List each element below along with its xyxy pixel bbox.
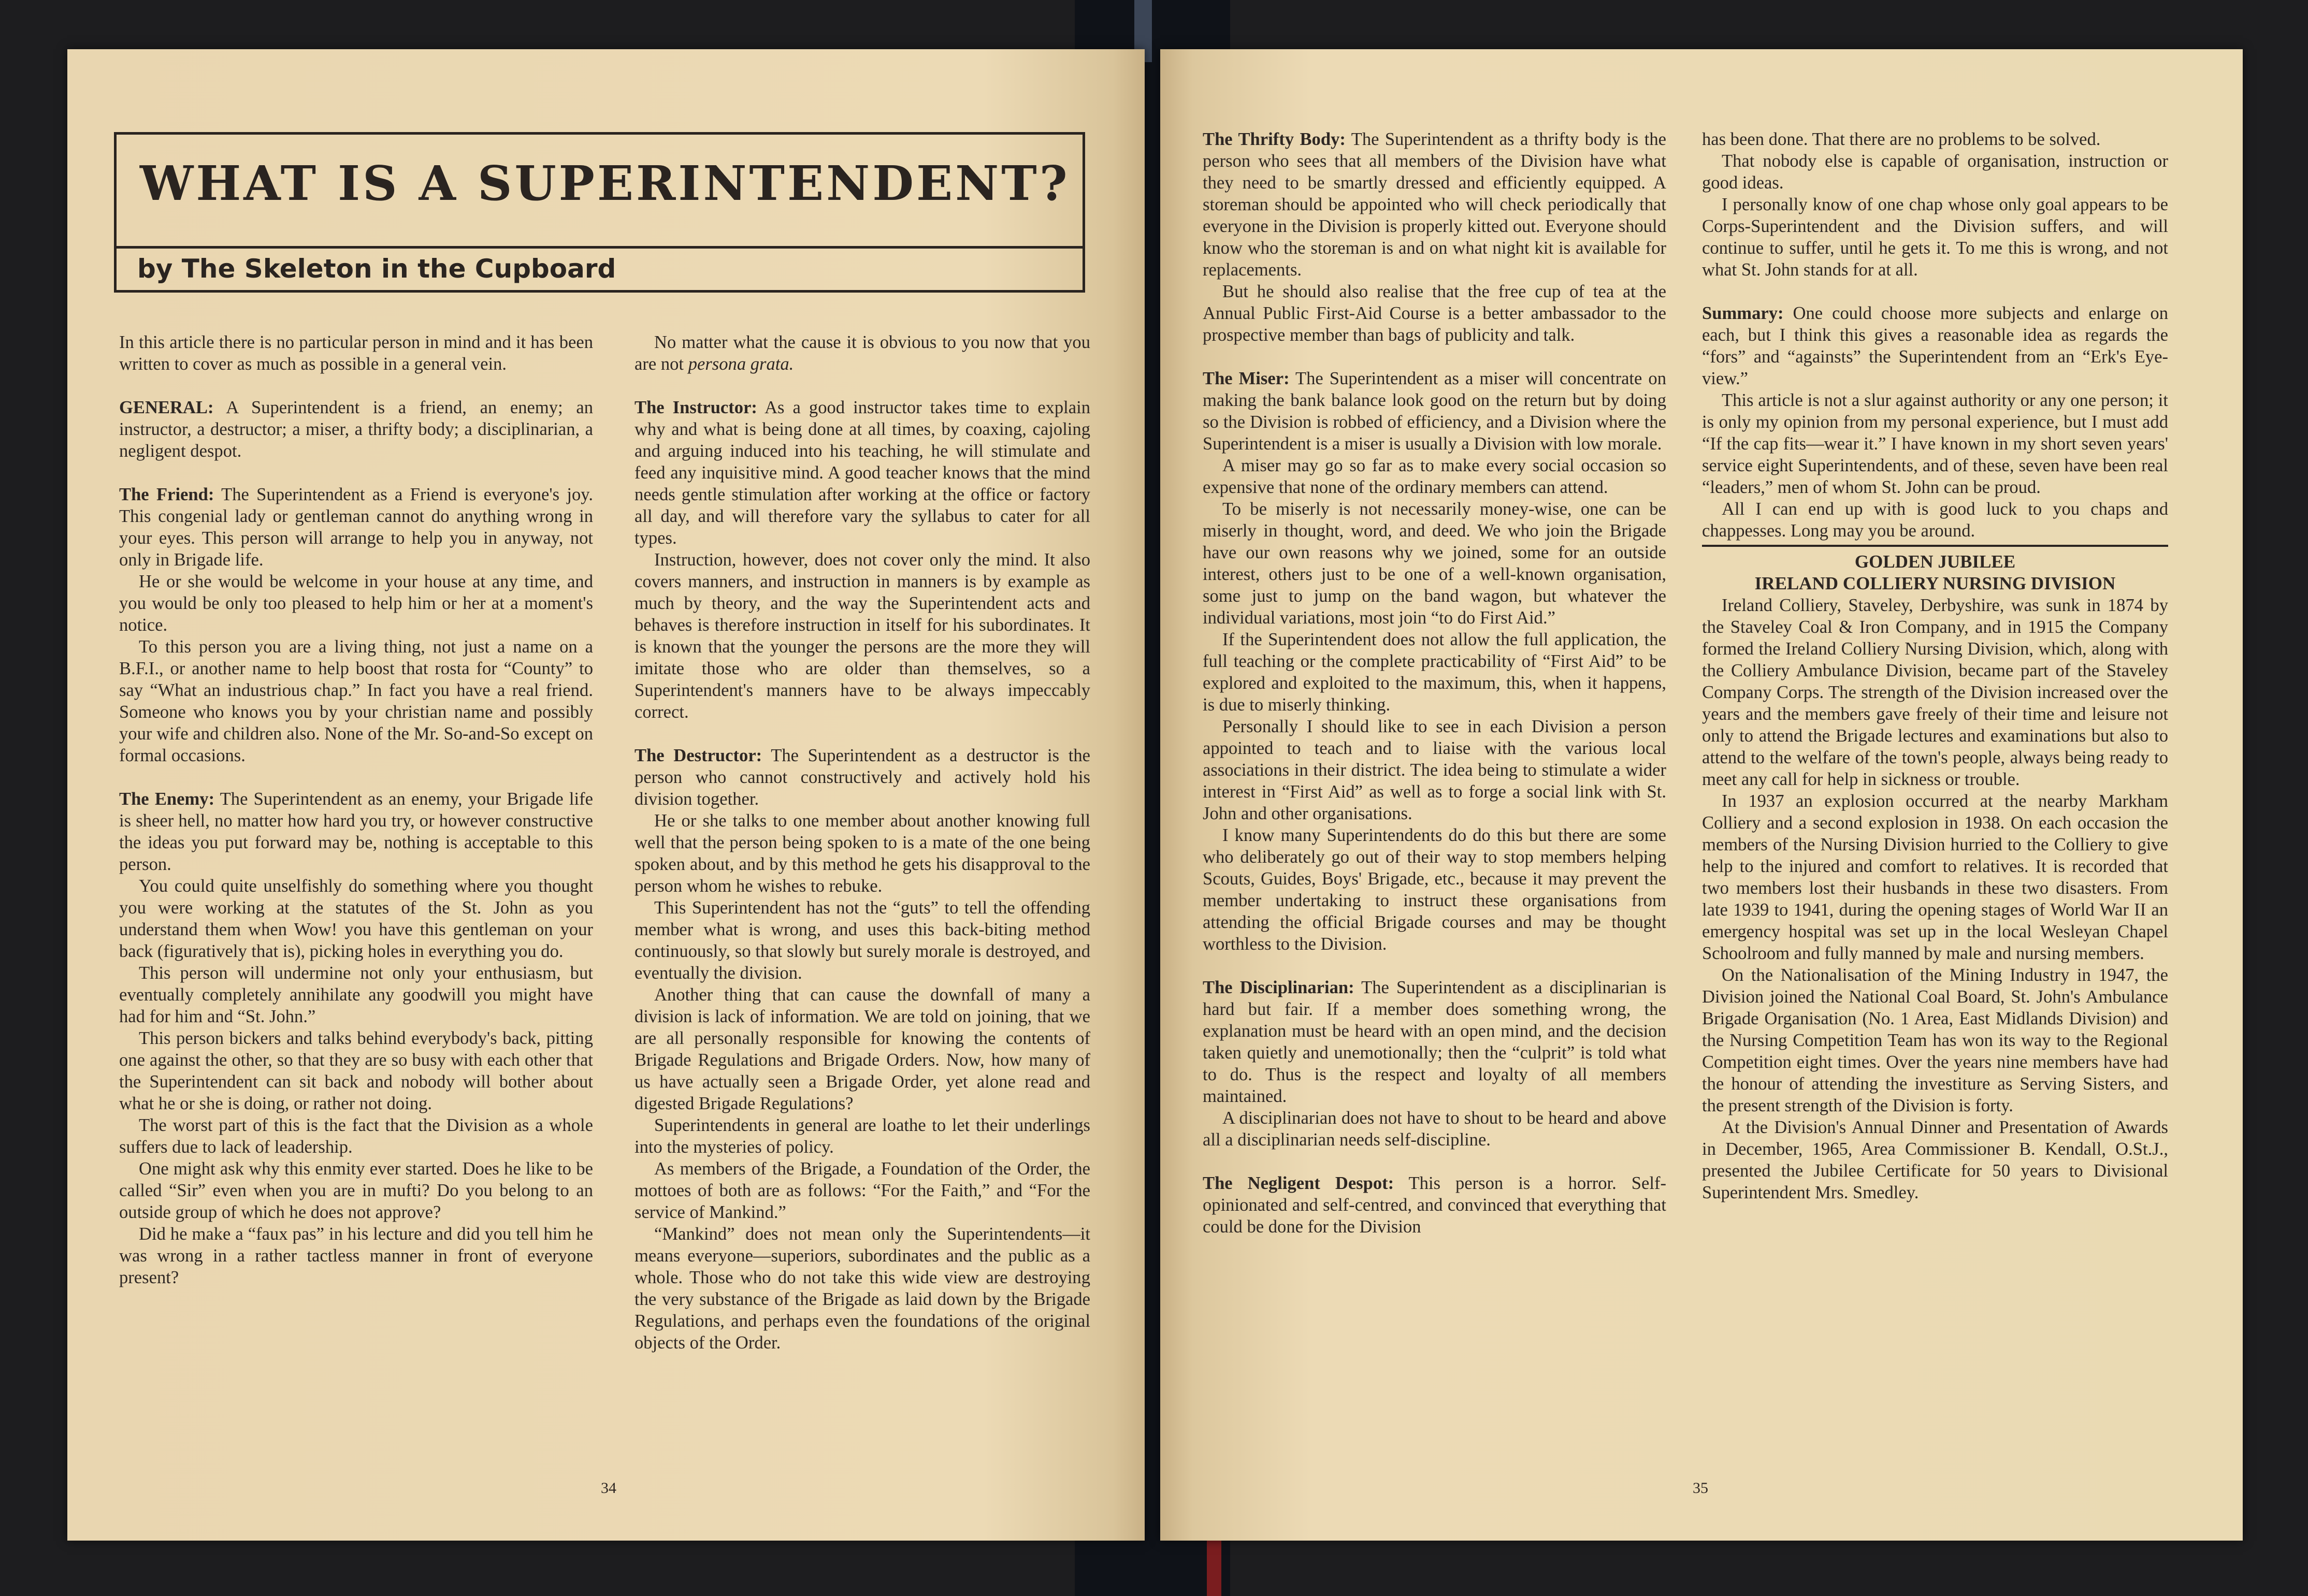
section-heading: GENERAL: [119,398,214,417]
paragraph [634,1158,1090,1223]
paragraph-gap [119,375,593,397]
paragraph [119,397,593,462]
paragraph-text: This article is not a slur against authority or any one person; it is only my opinion from my personal experience, but I must add “If the cap fits—wear it.” I have known in my short seven years' service eight Superintendents, and of these, seven have been real “leaders,” men of whom St. John can be proud. [1702,390,2168,497]
paragraph-text: This person is a horror. Self-opinionated and self-centred, and convinced that everything that could be done for the Division [1203,1173,1666,1237]
jubilee-paragraph: At the Division's Annual Dinner and Presentation of Awards in December, 1965, Area Commissioner B. Kendall, O.St.J., presented the Jubilee Certificate for 50 years to Divisional Superintendent Mrs. Smedley. [1702,1118,2168,1202]
paragraph-text: To be miserly is not necessarily money-wise, one can be miserly in thought, word, and deed. We who join the Brigade have our own reasons why we joined, some for an outside interest, others just to be one of a well-known organisation, some just to jump on the band wagon, but whatever the individual variations, most join “to do First Aid.” [1203,499,1666,628]
jubilee-paragraph: In 1937 an explosion occurred at the nearby Markham Colliery and a second explosion in 1938. On each occasion the members of the Nursing Division hurried to the Colliery to give help to the injured and comfort to relatives. It is recorded that two members lost their husbands in these two disasters. From late 1939 to 1941, during the opening stages of World War II an emergency hospital was set up in the local Wesleyan Chapel Schoolroom and fully manned by male and nursing members. [1702,791,2168,963]
section-heading: The Disciplinarian: [1203,978,1354,997]
paragraph-text: This person bickers and talks behind everybody's back, pitting one against the other, so that they are so busy with each other that the Superintendent can sit back and nobody will bother about what he or she is doing, or rather not doing. [119,1028,593,1113]
paragraph-text: The Superintendent as a Friend is everyone's joy. This congenial lady or gentleman cannot do anything wrong in your eyes. This person will arrange to help you in anyway, not only in Brigade life. [119,485,593,570]
paragraph-text: One might ask why this enmity ever started. Does he like to be called “Sir” even when you are in mufti? Do you belong to an outside group of which he does not approve? [119,1159,593,1222]
section-divider [1702,545,2168,547]
paragraph [634,331,1090,375]
paragraph-gap [119,462,593,484]
paragraph [1702,194,2168,281]
paragraph-text: A disciplinarian does not have to shout to be heard and above all a disciplinarian needs self-discipline. [1203,1108,1666,1150]
paragraph [634,397,1090,549]
paragraph-text: He or she talks to one member about another knowing full well that the person being spoken to is a mate of the one being spoken about, and by this method he gets his disapproval to the person whom he wishes to rebuke. [634,811,1090,896]
paragraph-text: As members of the Brigade, a Foundation of the Order, the mottoes of both are as follows: “For the Faith,” and “For the service of Mankind.” [634,1159,1090,1222]
paragraph-text: That nobody else is capable of organisation, instruction or good ideas. [1702,151,2168,193]
paragraph [634,549,1090,723]
article-title: WHAT IS A SUPERINTENDENT? [140,155,1070,211]
paragraph-text: As a good instructor takes time to explain why and what is being done at all times, by coaxing, cajoling and arguing induced into his teaching, he will stimulate and feed any inquisitive mind. A good teacher knows that the mind needs gentle stimulation after working at the office or factory all day, and will therefore vary the syllabus to cater for all types. [634,398,1090,548]
paragraph-text: All I can end up with is good luck to you chaps and chappesses. Long may you be around. [1702,499,2168,541]
jubilee-heading: GOLDEN JUBILEE [1854,552,2016,572]
paragraph-text: Another thing that can cause the downfall of many a division is lack of information. We are told on joining, that we are all personally responsible for knowing the contents of Brigade Regulations and Brigade Orders. Now, how many of us have actually seen a Brigade Order, yet alone read and digested Brigade Regulations? [634,985,1090,1113]
paragraph [119,484,593,571]
paragraph [1203,455,1666,498]
paragraph-text: The Superintendent as a destructor is the person who cannot constructively and actively hold his division together. [634,746,1090,809]
paragraph-text: A Superintendent is a friend, an enemy; an instructor, a destructor; a miser, a thrifty body; a disciplinarian, a negligent despot. [119,398,593,461]
paragraph [1702,128,2168,150]
paragraph [634,1114,1090,1158]
paragraph-gap [1702,281,2168,302]
paragraph [1203,629,1666,716]
paragraph [1702,498,2168,542]
paragraph [119,331,593,375]
left-page [67,49,1145,1541]
page-number: 34 [601,1479,616,1497]
paragraph-text: In this article there is no particular person in mind and it has been written to cover as much as possible in a general vein. [119,332,593,374]
section-heading: The Negligent Despot: [1203,1173,1394,1193]
section-heading: The Enemy: [119,789,215,809]
paragraph-text: But he should also realise that the free cup of tea at the Annual Public First-Aid Course is a better ambassador to the prospective member than bags of publicity and talk. [1203,282,1666,345]
section-heading: The Thrifty Body: [1203,129,1346,149]
paragraph-text: Instruction, however, does not cover only the mind. It also covers manners, and instruction in manners is by example as much by theory, and the way the Superintendent acts and behaves is therefore instruction in itself for his subordinates. It is known that the younger the persons are the more they will imitate those who are older than themselves, so a Superintendent's manners have to be always impeccably correct. [634,550,1090,722]
paragraph-text: The Superintendent as a miser will concentrate on making the bank balance look good on the return but by doing so the Division is robbed of efficiency, and a Division where the Superintendent is a miser is usually a Division with low morale. [1203,369,1666,454]
paragraph [1702,389,2168,498]
paragraph [634,984,1090,1114]
article-byline: by The Skeleton in the Cupboard [137,254,616,284]
section-heading: The Instructor: [634,398,757,417]
right-page [1160,49,2243,1541]
paragraph-text: “Mankind” does not mean only the Superintendents—it means everyone—superiors, subordinates and the public as a whole. Those who do not take this wide view are destroying the very substance of the Brigade as laid down by the Brigade Regulations, and perhaps even the foundations of the original objects of the Order. [634,1224,1090,1353]
jubilee-paragraph: On the Nationalisation of the Mining Industry in 1947, the Division joined the National Coal Board, St. John's Ambulance Brigade Organisation (No. 1 Area, East Midlands Division) and the Nursing Competition Team has won its way to the Regional Competition eight times. Over the years nine members have had the honour of attending the investiture as Serving Sisters, and the present strength of the Division is forty. [1702,965,2168,1115]
paragraph [1203,716,1666,824]
paragraph-gap [119,766,593,788]
italic-phrase: persona grata. [688,354,794,374]
paragraph-text: A miser may go so far as to make every social occasion so expensive that none of the ordinary members can attend. [1203,456,1666,497]
paragraph-text: You could quite unselfishly do something where you thought you were working at the statutes of the St. John as you understand them when Wow! you have this gentleman on your back (figuratively that is), picking holes in everything you do. [119,876,593,961]
title-rule [117,246,1083,249]
paragraph [1203,1172,1666,1238]
paragraph-gap [1203,346,1666,368]
paragraph [1702,302,2168,389]
paragraph [1203,1107,1666,1151]
jubilee-paragraph: Ireland Colliery, Staveley, Derbyshire, was sunk in 1874 by the Staveley Coal & Iron Company, and in 1915 the Company formed the Ireland Colliery Nursing Division, which, along with the Colliery Ambulance Division, became part of the Staveley Company Corps. The strength of the Division increased over the years and the members gave freely of their time and leisure not only to attend the Brigade lectures and examinations but also to attend to the welfare of the town's people, always being ready to meet any call for help in sickness or trouble. [1702,596,2168,789]
paragraph-text: I know many Superintendents do do this but there are some who deliberately go out of their way to stop members helping Scouts, Guides, Boys' Brigade, etc., because it may prevent the member undertaking to instruct these organisations from attending the official Brigade courses and may be thought worthless to the Division. [1203,825,1666,954]
paragraph-text: Did he make a “faux pas” in his lecture and did you tell him he was wrong in a rather tactless manner in front of everyone present? [119,1224,593,1287]
section-heading: The Miser: [1203,369,1290,388]
paragraph-text: The Superintendent as an enemy, your Brigade life is sheer hell, no matter how hard you try, or however constructive the ideas you put forward may be, nothing is acceptable to this person. [119,789,593,874]
paragraph-text: The worst part of this is the fact that the Division as a whole suffers due to lack of leadership. [119,1115,593,1157]
paragraph-gap [1203,955,1666,977]
paragraph [1203,498,1666,629]
paragraph-gap [634,375,1090,397]
paragraph [119,1114,593,1158]
paragraph-text: Personally I should like to see in each Division a person appointed to teach and to liaise with the various local associations in their district. The idea being to stimulate a wider interest in “First Aid” as well as to forge a social link with St. John and other organisations. [1203,717,1666,823]
paragraph-gap [1203,1151,1666,1172]
paragraph [119,962,593,1027]
paragraph [1203,281,1666,346]
paragraph [634,1223,1090,1354]
paragraph-text: If the Superintendent does not allow the full application, the full teaching or the complete practicability of “First Aid” to be explored and exploited to the maximum, this, when it happens, is due to miserly thinking. [1203,630,1666,715]
right-column-2-article [1702,128,2168,542]
paragraph-text: One could choose more subjects and enlarge on each, but I think this gives a reasonable idea as regards the “fors” and “againsts” the Superintendent from an “Erk's Eye-view.” [1702,303,2168,388]
left-column-2 [634,331,1090,1354]
paragraph-text: No matter what the cause it is obvious to you now that you are not [634,332,1090,374]
paragraph [634,897,1090,984]
paragraph-text: The Superintendent as a thrifty body is the person who sees that all members of the Division have what they need to be smartly dressed and efficiently equipped. A storeman should be appointed who will check periodically that everyone in the Division is properly kitted out. Everyone should know who the storeman is and on what night kit is available for replacements. [1203,129,1666,280]
paragraph-text: This Superintendent has not the “guts” to tell the offending member what is wrong, and uses this back-biting method continuously, so that slowly but surely morale is destroyed, and eventually the division. [634,898,1090,983]
paragraph-text: This person will undermine not only your enthusiasm, but eventually completely annihilate any goodwill you might have had for him and “St. John.” [119,963,593,1026]
right-column-2 [1702,128,2168,1203]
paragraph [1203,368,1666,455]
paragraph [119,788,593,875]
paragraph [634,745,1090,810]
section-heading: The Friend: [119,485,214,504]
left-column-1 [119,331,593,1288]
jubilee-subheading: IRELAND COLLIERY NURSING DIVISION [1754,573,2116,593]
paragraph-text: He or she would be welcome in your house at any time, and you would be only too pleased to help him or her at a moment's notice. [119,572,593,635]
section-heading: The Destructor: [634,746,762,765]
paragraph [119,1158,593,1223]
jubilee-body [1702,594,2168,1203]
right-column-1 [1203,128,1666,1238]
paragraph [119,636,593,766]
paragraph [1702,150,2168,194]
paragraph-text: has been done. That there are no problems to be solved. [1702,129,2101,149]
section-heading: Summary: [1702,303,1784,323]
paragraph [119,571,593,636]
paragraph [634,810,1090,897]
paragraph [119,1223,593,1288]
paragraph-gap [634,723,1090,745]
paragraph [1203,977,1666,1107]
paragraph-text: The Superintendent as a disciplinarian is hard but fair. If a member does something wrong, the explanation must be heard with an open mind, and the decision taken quietly and unemotionally; then the “culprit” is told what to do. Thus is the respect and loyalty of all members maintained. [1203,978,1667,1106]
paragraph-text: To this person you are a living thing, not just a name on a B.F.I., or another name to help boost that rosta for “County” to say “What an industrious chap.” In fact you have a real friend. Someone who knows you by your christian name and possibly your wife and children also. None of the Mr. So-and-So except on formal occasions. [119,637,593,765]
paragraph-text: Superintendents in general are loathe to let their underlings into the mysteries of policy. [634,1115,1090,1157]
paragraph [119,875,593,962]
paragraph-text: I personally know of one chap whose only goal appears to be Corps-Superintendent and the Division suffers, and will continue to suffer, until he gets it. To me this is wrong, and not what St. John stands for at all. [1702,195,2168,280]
paragraph [1203,128,1666,281]
paragraph [1203,824,1666,955]
page-number: 35 [1693,1479,1708,1497]
paragraph [119,1027,593,1114]
